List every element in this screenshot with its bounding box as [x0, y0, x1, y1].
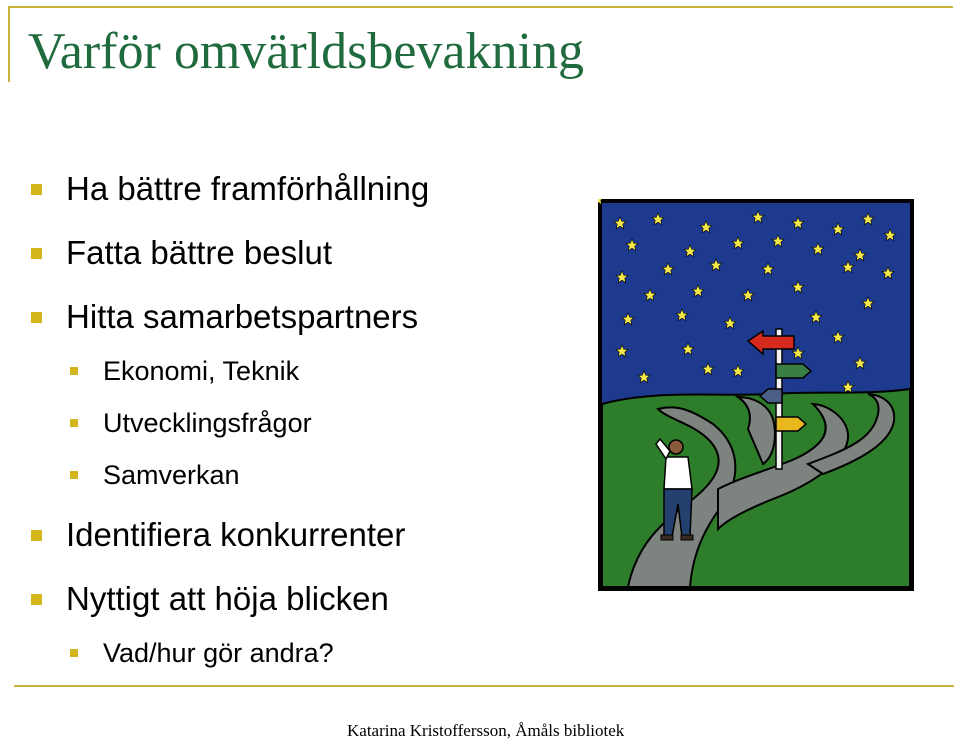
bullet-text: Nyttigt att höja blicken: [66, 580, 389, 617]
sub-bullet-marker: [70, 419, 78, 427]
sub-bullet-item: [70, 460, 240, 491]
bullet-text: Hitta samarbetspartners: [66, 298, 419, 335]
sub-bullet-marker: [70, 367, 78, 375]
slide-footer: Katarina Kristoffersson, Åmåls bibliotek: [347, 721, 625, 740]
bullet-item: [31, 298, 418, 336]
bullet-marker: [31, 530, 42, 541]
bullet-marker: [31, 312, 42, 323]
bullet-text: Ha bättre framförhållning: [66, 170, 430, 207]
sub-bullet-item: [70, 408, 312, 439]
footer-divider: [14, 685, 954, 687]
sub-bullet-text: Utvecklingsfrågor: [103, 408, 312, 438]
sub-bullet-text: Ekonomi, Teknik: [103, 356, 300, 386]
bullet-marker: [31, 248, 42, 259]
sub-bullet-marker: [70, 649, 78, 657]
bullet-item: [31, 234, 332, 272]
bullet-text: Fatta bättre beslut: [66, 234, 332, 271]
crossroads-clipart-image: [598, 199, 914, 591]
bullet-marker: [31, 594, 42, 605]
sub-bullet-text: Samverkan: [103, 460, 240, 490]
sub-bullet-text: Vad/hur gör andra?: [103, 638, 334, 668]
bullet-text: Identifiera konkurrenter: [66, 516, 406, 553]
bullet-item: [31, 170, 429, 208]
sub-bullet-item: [70, 638, 334, 669]
top-border-line: [8, 6, 953, 8]
yellow-sign-arrow: [776, 417, 806, 431]
left-border-line: [8, 6, 10, 82]
sub-bullet-item: [70, 356, 299, 387]
slide-title: Varför omvärldsbevakning: [28, 23, 584, 80]
bullet-item: [31, 580, 389, 618]
sub-bullet-marker: [70, 471, 78, 479]
bullet-item: [31, 516, 405, 554]
bullet-marker: [31, 184, 42, 195]
green-sign-arrow: [776, 364, 811, 378]
